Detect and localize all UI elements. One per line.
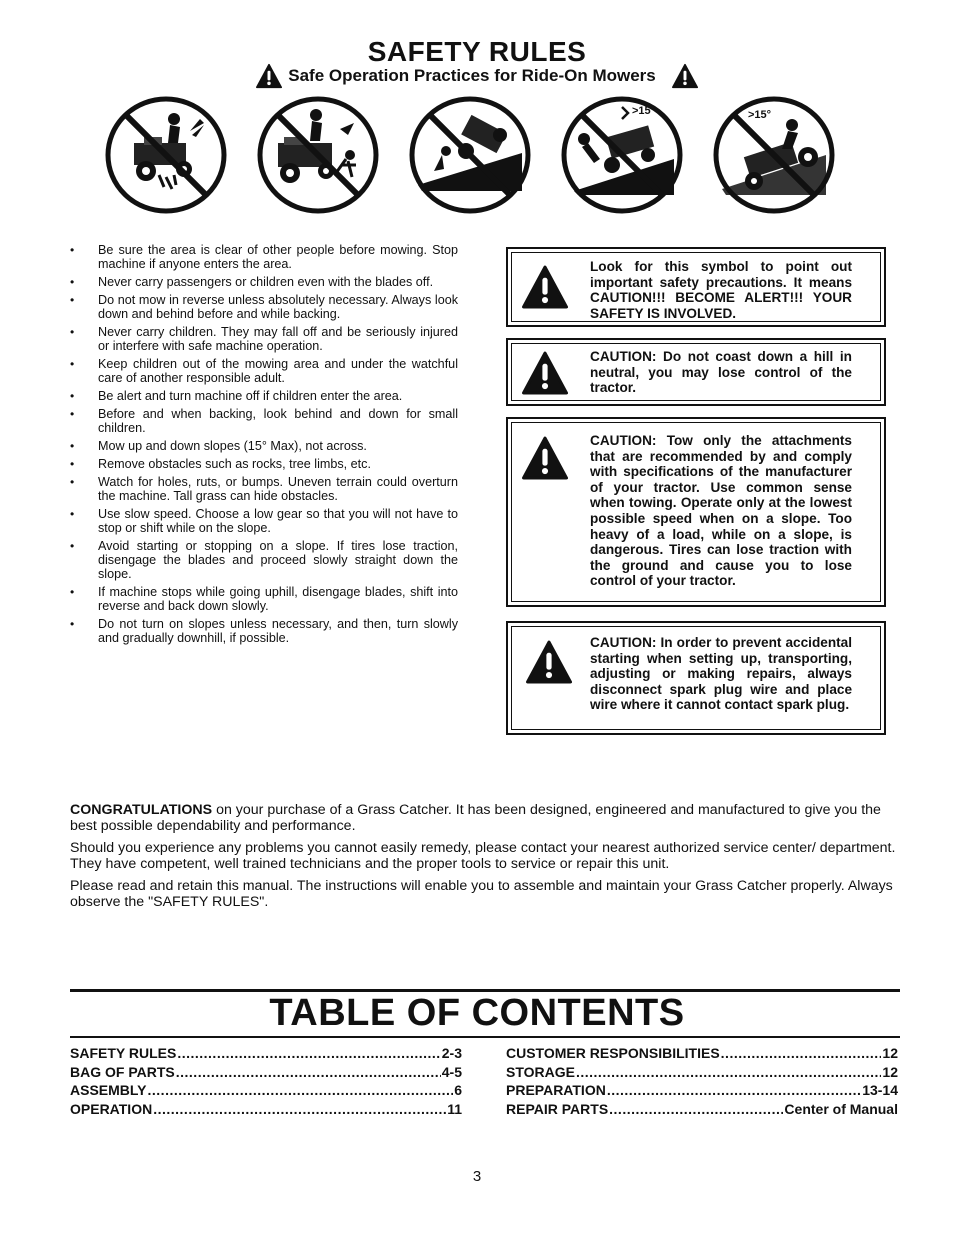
warning-triangle-icon [256,63,282,89]
warning-triangle-icon [672,63,698,89]
toc-entry[interactable]: REPAIR PARTS ..... Center of Manual [506,1101,898,1120]
page-number: 3 [472,1168,482,1185]
safety-pictograms [104,95,834,215]
congratulations-lead: CONGRATULATIONS [70,802,213,818]
caution-box [506,338,886,406]
caution-text: Look for this symbol to point out important safety precautions. It means CAUTION!!! BECOME ALERT!!! YOUR SAFETY IS INVOLVED. [590,259,852,321]
list-item: • Do not turn on slopes unless necessary, and then, turn slowly and gradually downhill, if possible. [70,617,458,645]
toc-left-column [70,1045,462,1119]
no-children-pictogram [256,95,380,215]
list-item: • Use slow speed. Choose a low gear so that you will not have to stop or shift while on the slope. [70,507,458,535]
congratulations-paragraph [70,802,900,834]
toc-entry[interactable]: SAFETY RULES ..... 2-3 [70,1045,462,1064]
toc-entry[interactable]: PREPARATION ..... 13-14 [506,1082,898,1101]
caution-text: CAUTION: Do not coast down a hill in neutral, you may lose control of the tractor. [590,349,852,396]
list-item: • Be sure the area is clear of other people before mowing. Stop machine if anyone enters the area. [70,243,458,271]
list-item: • Keep children out of the mowing area and under the watchful care of another responsible adult. [70,357,458,385]
no-tip-over-pictogram [408,95,532,215]
list-item: • Avoid starting or stopping on a slope. If tires lose traction, disengage the blades and proceed slowly straight down the slope. [70,539,458,581]
divider [70,1036,900,1038]
toc-title: TABLE OF CONTENTS [269,992,685,1034]
retain-manual-paragraph: Please read and retain this manual. The instructions will enable you to assemble and maintain your Grass Catcher properly. Always observe the "SAFETY RULES". [70,878,893,910]
caution-text: CAUTION: In order to prevent accidental starting when setting up, transporting, adjusting or making repairs, always disconnect spark plug wire and place wire where it cannot contact spark plug. [590,635,852,713]
caution-box [506,621,886,735]
list-item: • Watch for holes, ruts, or bumps. Uneven terrain could overturn the machine. Tall grass can hide obstacles. [70,475,458,503]
toc-right-column [506,1045,898,1119]
list-item: • Remove obstacles such as rocks, tree limbs, etc. [70,457,458,471]
toc-entry[interactable]: BAG OF PARTS ..... 4-5 [70,1064,462,1083]
list-item: • Be alert and turn machine off if children enter the area. [70,389,458,403]
warning-triangle-icon [522,350,568,396]
list-item: • Never carry children. They may fall off and be seriously injured or interfere with safe machine operation. [70,325,458,353]
no-passengers-pictogram [104,95,228,215]
slope-angle-label: >15° [748,109,772,121]
list-item: • Do not mow in reverse unless absolutely necessary. Always look down and behind before and while backing. [70,293,458,321]
toc-entry[interactable]: ASSEMBLY ..... 6 [70,1082,462,1101]
safety-rules-list [70,243,458,649]
service-paragraph: Should you experience any problems you cannot easily remedy, please contact your nearest authorized service center/ department. They have competent, well trained technicians and the proper tools to service or repair this unit. [70,840,896,872]
congratulations-text: on your purchase of a Grass Catcher. It has been designed, engineered and manufactured to give you the best possible dependability and performance. [70,802,881,834]
list-item: • Before and when backing, look behind and down for small children. [70,407,458,435]
list-item: • If machine stops while going uphill, disengage blades, shift into reverse and back down slowly. [70,585,458,613]
toc-entry[interactable]: CUSTOMER RESPONSIBILITIES ..... 12 [506,1045,898,1064]
subtitle-row [0,63,954,89]
page-subtitle: Safe Operation Practices for Ride-On Mowers [288,66,656,85]
slope-limit-tractor-pictogram [712,95,836,215]
warning-triangle-icon [522,435,568,481]
page-title: SAFETY RULES [367,36,587,67]
list-item: • Mow up and down slopes (15° Max), not across. [70,439,458,453]
slope-angle-label: >15° [632,105,656,117]
caution-box [506,247,886,327]
toc-entry[interactable]: OPERATION ..... 11 [70,1101,462,1120]
caution-box [506,417,886,607]
toc-entry[interactable]: STORAGE ..... 12 [506,1064,898,1083]
warning-triangle-icon [522,264,568,310]
warning-triangle-icon [526,639,572,685]
caution-text: CAUTION: Tow only the attachments that are recommended by and comply with specifications of the manufacturer of your tractor. Use common sense when towing. Operate only at the lowest possible speed when on a slope. Too heavy of a load, while on a slope, is dangerous. Tires can lose traction with the ground and cause you to lose control of your tractor. [590,433,852,589]
list-item: • Never carry passengers or children even with the blades off. [70,275,458,289]
slope-limit-pictogram [560,95,684,215]
